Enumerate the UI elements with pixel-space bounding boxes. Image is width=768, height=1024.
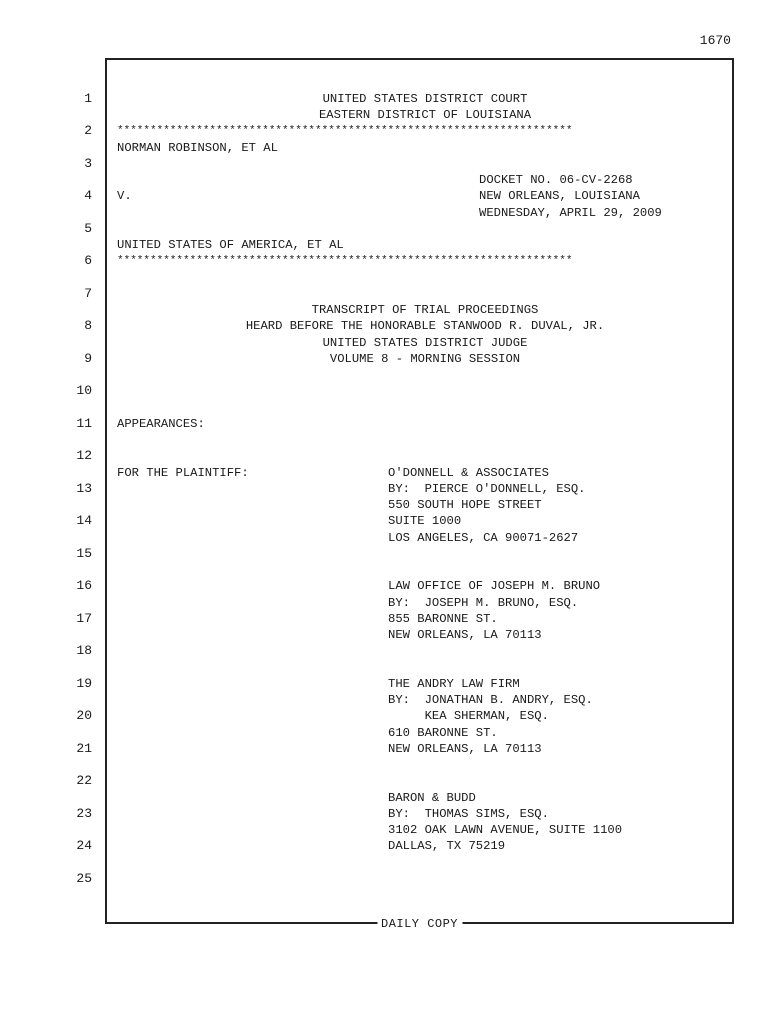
- defendant-name: UNITED STATES OF AMERICA, ET AL: [117, 238, 344, 252]
- line-number: 9: [84, 351, 92, 366]
- counsel-attorney: BY: THOMAS SIMS, ESQ.: [388, 807, 549, 821]
- line-number: 25: [76, 871, 92, 886]
- page-number: 1670: [699, 33, 731, 48]
- judge-line: HEARD BEFORE THE HONORABLE STANWOOD R. DUVAL, JR.: [245, 319, 605, 333]
- line-number: 6: [84, 253, 92, 268]
- line-number: 13: [76, 481, 92, 496]
- counsel-attorney: BY: JOSEPH M. BRUNO, ESQ.: [388, 596, 579, 610]
- court-district: EASTERN DISTRICT OF LOUISIANA: [318, 108, 532, 122]
- counsel-address: DALLAS, TX 75219: [388, 839, 506, 853]
- line-number: 17: [76, 611, 92, 626]
- for-plaintiff-label: FOR THE PLAINTIFF:: [117, 466, 249, 480]
- line-number: 12: [76, 448, 92, 463]
- counsel-address: SUITE 1000: [388, 514, 462, 528]
- counsel-address: NEW ORLEANS, LA 70113: [388, 742, 542, 756]
- docket-number: DOCKET NO. 06-CV-2268: [479, 173, 633, 187]
- line-number: 16: [76, 578, 92, 593]
- separator-line: *********************************************************************: [117, 255, 573, 267]
- line-number: 3: [84, 156, 92, 171]
- line-number: 7: [84, 286, 92, 301]
- transcript-title: TRANSCRIPT OF TRIAL PROCEEDINGS: [311, 303, 539, 317]
- line-number: 21: [76, 741, 92, 756]
- line-number: 23: [76, 806, 92, 821]
- counsel-attorney: KEA SHERMAN, ESQ.: [388, 709, 549, 723]
- hearing-date: WEDNESDAY, APRIL 29, 2009: [479, 206, 662, 220]
- line-number: 18: [76, 643, 92, 658]
- counsel-attorney: BY: PIERCE O'DONNELL, ESQ.: [388, 482, 586, 496]
- line-number: 1: [84, 91, 92, 106]
- separator-line: *********************************************************************: [117, 125, 573, 137]
- court-name: UNITED STATES DISTRICT COURT: [322, 92, 528, 106]
- line-number: 11: [76, 416, 92, 431]
- volume-session: VOLUME 8 - MORNING SESSION: [329, 352, 521, 366]
- line-number: 15: [76, 546, 92, 561]
- counsel-firm: THE ANDRY LAW FIRM: [388, 677, 520, 691]
- counsel-address: 610 BARONNE ST.: [388, 726, 498, 740]
- counsel-attorney: BY: JONATHAN B. ANDRY, ESQ.: [388, 693, 593, 707]
- footer-label: DAILY COPY: [377, 917, 462, 931]
- judge-title: UNITED STATES DISTRICT JUDGE: [322, 336, 528, 350]
- line-number: 4: [84, 188, 92, 203]
- counsel-firm: O'DONNELL & ASSOCIATES: [388, 466, 549, 480]
- counsel-address: NEW ORLEANS, LA 70113: [388, 628, 542, 642]
- counsel-address: 855 BARONNE ST.: [388, 612, 498, 626]
- counsel-address: LOS ANGELES, CA 90071-2627: [388, 531, 579, 545]
- line-number: 10: [76, 383, 92, 398]
- line-number: 2: [84, 123, 92, 138]
- line-number: 20: [76, 708, 92, 723]
- line-number: 22: [76, 773, 92, 788]
- versus: V.: [117, 189, 132, 203]
- appearances-heading: APPEARANCES:: [117, 417, 205, 431]
- counsel-address: 550 SOUTH HOPE STREET: [388, 498, 542, 512]
- counsel-address: 3102 OAK LAWN AVENUE, SUITE 1100: [388, 823, 623, 837]
- line-number: 14: [76, 513, 92, 528]
- line-number: 5: [84, 221, 92, 236]
- line-number: 8: [84, 318, 92, 333]
- plaintiff-name: NORMAN ROBINSON, ET AL: [117, 141, 278, 155]
- counsel-firm: LAW OFFICE OF JOSEPH M. BRUNO: [388, 579, 601, 593]
- hearing-location: NEW ORLEANS, LOUISIANA: [479, 189, 640, 203]
- counsel-firm: BARON & BUDD: [388, 791, 476, 805]
- line-number: 19: [76, 676, 92, 691]
- line-number: 24: [76, 838, 92, 853]
